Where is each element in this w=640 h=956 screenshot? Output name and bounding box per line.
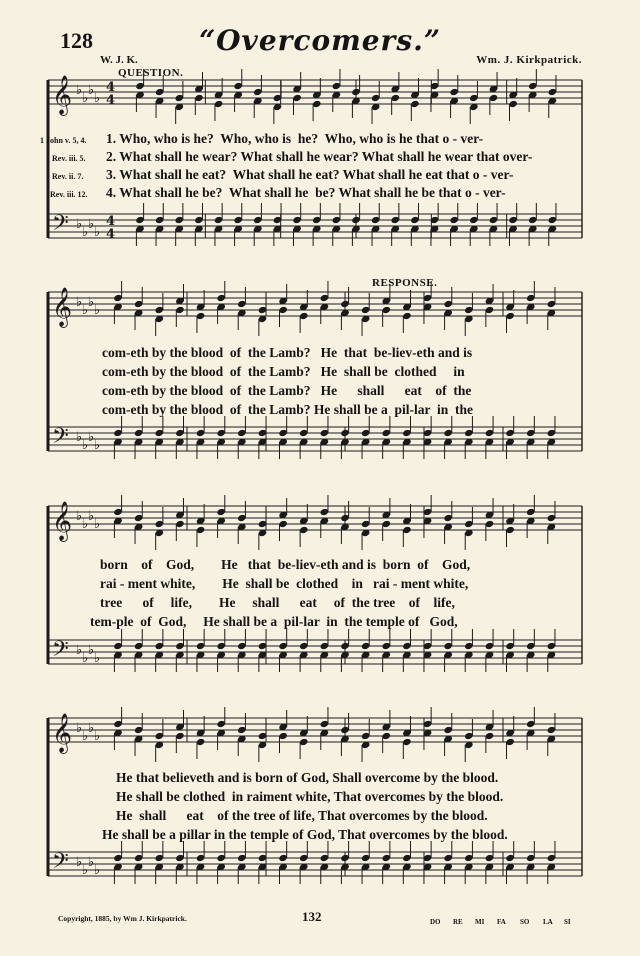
bass-clef-icon: 𝄢 (52, 849, 69, 879)
flat-icon: ♭ (82, 729, 89, 744)
flat-icon: ♭ (94, 729, 101, 744)
lyric-line: 4. What shall he be? What shall he be? What shall he be that o - ver- (106, 185, 506, 200)
flat-icon: ♭ (88, 83, 95, 98)
flat-icon: ♭ (94, 225, 101, 240)
bass-clef-icon: 𝄢 (52, 637, 69, 667)
composer-credit: Wm. J. Kirkpatrick. (476, 54, 582, 66)
scripture-reference: 1 John v. 5, 4. (40, 136, 87, 145)
copyright-notice: Copyright, 1885, by Wm J. Kirkpatrick. (58, 914, 187, 923)
lyric-line: com-eth by the blood of the Lamb? He shall be clothed in (102, 364, 465, 379)
flat-icon: ♭ (94, 438, 101, 453)
flat-icon: ♭ (94, 303, 101, 318)
flat-icon: ♭ (76, 295, 83, 310)
flat-icon: ♭ (94, 91, 101, 106)
flat-icon: ♭ (88, 643, 95, 658)
lyric-line: com-eth by the blood of the Lamb? He shall be a pil-lar in the (102, 402, 474, 417)
flat-icon: ♭ (76, 509, 83, 524)
flat-icon: ♭ (76, 643, 83, 658)
solfege-syllable: MI (475, 918, 485, 926)
lyric-line: rai - ment white, He shall be clothed in rai - ment white, (100, 576, 469, 591)
lyric-line: tem-ple of God, He shall be a pil-lar in the temple of God, (90, 614, 458, 629)
response-label: RESPONSE. (372, 277, 438, 289)
treble-clef-icon: 𝄞 (52, 287, 73, 327)
time-signature: 4 (106, 80, 116, 95)
lyric-line: He shall eat of the tree of life, That overcomes by the blood. (116, 808, 488, 823)
solfege-syllable: LA (543, 918, 553, 926)
lyric-line: com-eth by the blood of the Lamb? He that be-liev-eth and is (102, 345, 473, 360)
solfege-syllable: SO (520, 918, 530, 926)
flat-icon: ♭ (82, 517, 89, 532)
flat-icon: ♭ (82, 438, 89, 453)
lyric-line: He that believeth and is born of God, Shall overcome by the blood. (116, 770, 499, 785)
lyric-line: 3. What shall he eat? What shall he eat? What shall he eat that o - ver- (106, 167, 514, 182)
flat-icon: ♭ (82, 303, 89, 318)
scripture-reference: Rev. iii. 12. (50, 190, 88, 199)
treble-clef-icon: 𝄞 (52, 75, 73, 115)
flat-icon: ♭ (76, 430, 83, 445)
lyric-line: He shall be clothed in raiment white, That overcomes by the blood. (116, 789, 504, 804)
flat-icon: ♭ (94, 863, 101, 878)
bass-clef-icon: 𝄢 (52, 424, 69, 454)
lyric-line: He shall be a pillar in the temple of God, That overcomes by the blood. (102, 827, 508, 842)
lyric-line: 1. Who, who is he? Who, who is he? Who, who is he that o - ver- (106, 131, 484, 146)
hymn-title: “Overcomers.” (199, 24, 441, 57)
page-number: 128 (60, 28, 93, 53)
solfege-syllable: RE (453, 918, 463, 926)
treble-clef-icon: 𝄞 (52, 713, 73, 753)
flat-icon: ♭ (88, 855, 95, 870)
lyric-line: tree of life, He shall eat of the tree of life, (100, 595, 455, 610)
solfege-syllable: DO (430, 918, 441, 926)
time-signature: 4 (106, 93, 116, 108)
lyricist-credit: W. J. K. (100, 54, 138, 66)
time-signature: 4 (106, 227, 116, 242)
flat-icon: ♭ (94, 651, 101, 666)
lyric-line: 2. What shall he wear? What shall he wear? What shall he wear that over- (106, 149, 533, 164)
solfege-syllable: SI (564, 918, 571, 926)
flat-icon: ♭ (82, 91, 89, 106)
lyric-line: born of God, He that be-liev-eth and is born of God, (100, 557, 471, 572)
flat-icon: ♭ (76, 217, 83, 232)
lyric-line: com-eth by the blood of the Lamb? He shall eat of the (102, 383, 472, 398)
scripture-reference: Rev. iii. 5. (52, 154, 86, 163)
flat-icon: ♭ (82, 225, 89, 240)
footer-page-number: 132 (302, 909, 322, 924)
flat-icon: ♭ (94, 517, 101, 532)
flat-icon: ♭ (88, 721, 95, 736)
question-label: QUESTION. (118, 67, 184, 79)
scripture-reference: Rev. ii. 7. (52, 172, 84, 181)
flat-icon: ♭ (88, 509, 95, 524)
flat-icon: ♭ (82, 651, 89, 666)
flat-icon: ♭ (88, 217, 95, 232)
flat-icon: ♭ (88, 295, 95, 310)
flat-icon: ♭ (76, 721, 83, 736)
bass-clef-icon: 𝄢 (52, 211, 69, 241)
solfege-syllable: FA (497, 918, 506, 926)
flat-icon: ♭ (76, 855, 83, 870)
flat-icon: ♭ (76, 83, 83, 98)
treble-clef-icon: 𝄞 (52, 501, 73, 541)
flat-icon: ♭ (82, 863, 89, 878)
flat-icon: ♭ (88, 430, 95, 445)
time-signature: 4 (106, 214, 116, 229)
